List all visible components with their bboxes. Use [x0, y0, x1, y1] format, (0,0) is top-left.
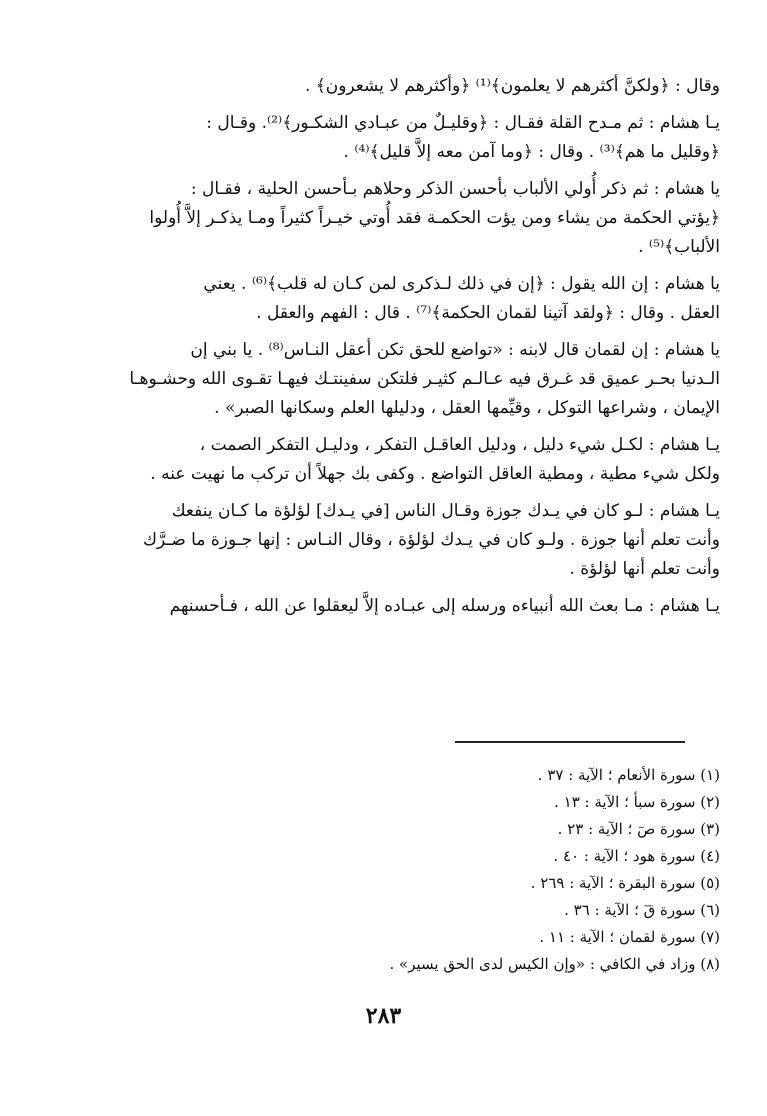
footnote-8: (٨) وزاد في الكافي : «وإن الكيس لدى الحق يسير» . [389, 955, 720, 973]
paragraph-2 [60, 109, 720, 167]
footnote-6: (٦) سورة قٓ ؛ الآية : ٣٦ . [564, 901, 720, 919]
footnote-5: (٥) سورة البقرة ؛ الآية : ٢٦٩ . [530, 874, 720, 892]
footnote-4: (٤) سورة هود ؛ الآية : ٤٠ . [553, 847, 720, 865]
text-line: يا هشام : إن لقمان قال لابنه : «تواضع للحق تكن أعقل النـاس⁽⁸⁾ . يا بني إن [190, 340, 720, 360]
text-line: ولكل شيء مطية ، ومطية العاقل التواضع . وكفى بك جهلاً أن تركب ما نهيت عنه . [150, 464, 720, 484]
text-line: يـا هشام : ثم مـدح القلة فقـال : ﴿وقليـلٌ من عبـادي الشكـور﴾⁽²⁾. وقـال : [206, 113, 720, 133]
paragraph-8 [60, 592, 720, 621]
paragraph-4 [60, 270, 720, 328]
footnote-1: (١) سورة الأنعام ؛ الآية : ٣٧ . [537, 766, 720, 784]
paragraph-7 [60, 497, 720, 584]
paragraph-6 [60, 431, 720, 489]
text-line: يـا هشام : لكـل شيء دليل ، ودليل العاقـل التفكر ، ودليـل التفكر الصمت ، [199, 435, 720, 455]
paragraph-1 [60, 72, 720, 101]
text-line: الإيمان ، وشراعها التوكل ، وقيِّمها العقل ، ودليلها العلم وسكانها الصبر» . [214, 398, 720, 418]
paragraph-3 [60, 175, 720, 262]
text-line: العقل . وقال : ﴿ولقد آتينا لقمان الحكمة﴾⁽⁷⁾ . قال : الفهم والعقل . [256, 303, 720, 323]
text-line: الألباب﴾⁽⁵⁾ . [638, 237, 720, 257]
footnote-2: (٢) سورة سبأ ؛ الآية : ١٣ . [554, 793, 720, 811]
text-line: ﴿يؤتي الحكمة من يشاء ومن يؤت الحكمـة فقد أُوتي خيـراً كثيراً ومـا يذكـر إلاَّ أُولوا [149, 208, 720, 228]
text-line: وأنت تعلم أنها لؤلؤة . [569, 559, 720, 579]
footnote-divider [455, 741, 685, 743]
text-line: يا هشام : إن الله يقول : ﴿إن في ذلك لـذكرى لمن كـان له قلب﴾⁽⁶⁾ . يعني [203, 274, 720, 294]
footnote-7: (٧) سورة لقمان ؛ الآية : ١١ . [539, 928, 720, 946]
text-line: يا هشام : ثم ذكر أُولي الألباب بأحسن الذكر وحلاهم بـأحسن الحلية ، فقـال : [190, 179, 720, 199]
text-line: ﴿وقليل ما هم﴾⁽³⁾ . وقال : ﴿وما آمن معه إلاَّ قليل﴾⁽⁴⁾ . [343, 142, 720, 162]
text-line: يـا هشام : مـا بعث الله أنبياءه ورسله إلى عبـاده إلاَّ ليعقلوا عن الله ، فـأحسنهم [169, 596, 720, 616]
page-number: ٢٨٣ [365, 1003, 402, 1029]
footnotes [60, 762, 720, 978]
text-line: وأنت تعلم أنها جوزة . ولـو كان في يـدك لؤلؤة ، وقال النـاس : إنها جـوزة ما ضـرَّك [142, 530, 720, 550]
text-line: الـدنيا بحـر عميق قد غـرق فيه عـالـم كثيـر فلتكن سفينتـك فيهـا تقـوى الله وحشـوهـا [129, 369, 720, 389]
text-line: يـا هشام : لـو كان في يـدك جوزة وقـال الناس [في يـدك] لؤلؤة ما كـان ينفعك [171, 501, 720, 521]
text-line: وقال : ﴿ولكنَّ أكثرهم لا يعلمون﴾⁽¹⁾ ﴿وأكثرهم لا يشعرون﴾ . [304, 76, 720, 96]
footnote-3: (٣) سورة صٓ ؛ الآية : ٢٣ . [557, 820, 720, 838]
paragraph-5 [60, 336, 720, 423]
page-body [60, 72, 720, 629]
